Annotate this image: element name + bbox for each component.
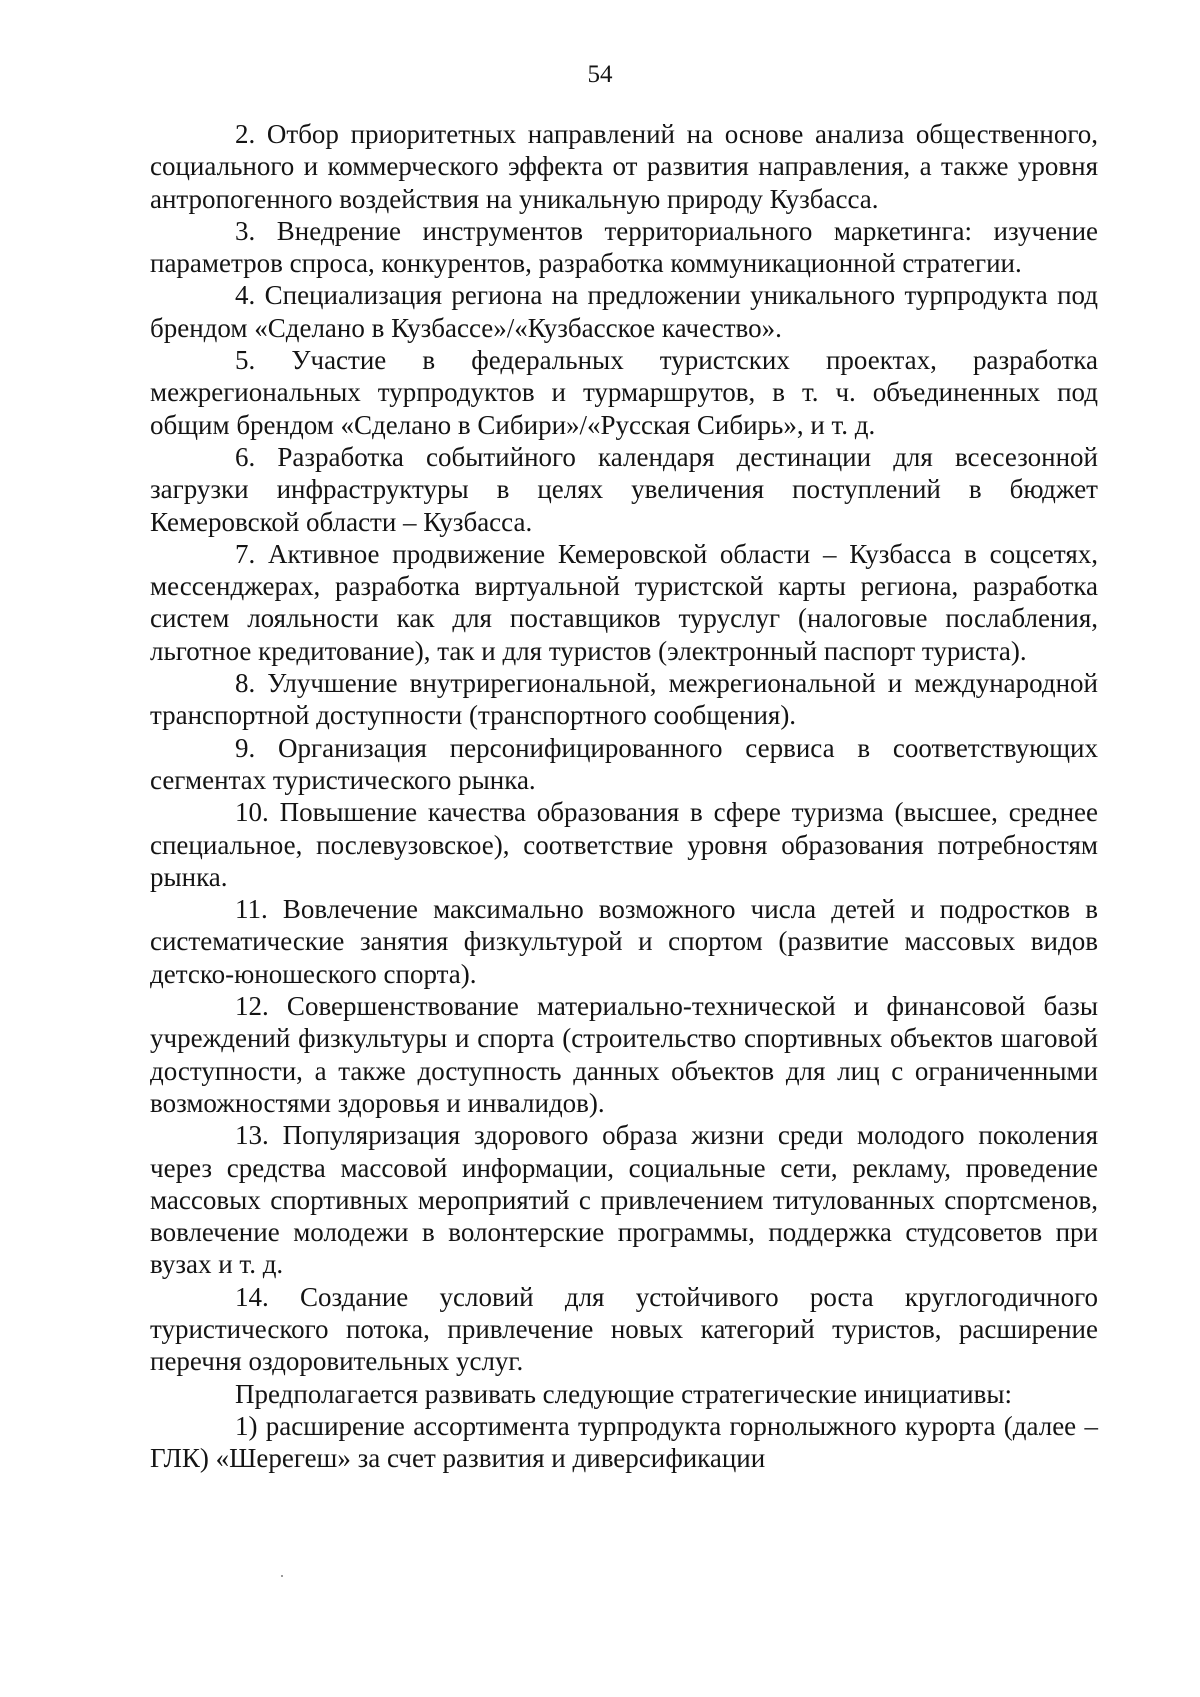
document-body [150,118,1098,1474]
paragraph-4: 4. Специализация региона на предложении уникального турпродукта под брендом «Сделано в Кузбассе»/«Кузбасское качество». [150,280,1098,343]
initiatives-intro: Предполагается развивать следующие стратегические инициативы: [235,1378,1012,1409]
paragraph-10: 10. Повышение качества образования в сфере туризма (высшее, среднее специальное, послевузовское), соответствие уровня образования потребностям рынка. [150,797,1098,892]
paragraph-2: 2. Отбор приоритетных направлений на основе анализа общественного, социального и коммерческого эффекта от развития направления, а также уровня антропогенного воздействия на уникальную природу Кузбасса. [150,119,1098,214]
paragraph-6: 6. Разработка событийного календаря дестинации для всесезонной загрузки инфраструктуры в целях увеличения поступлений в бюджет Кемеровской области – Кузбасса. [150,441,1098,537]
paragraph-13: 13. Популяризация здорового образа жизни среди молодого поколения через средства массовой информации, социальные сети, рекламу, проведение массовых спортивных мероприятий с привлечением титулованных спортсменов, вовлечение молодежи в волонтерские программы, поддержка студсоветов при вузах и т. д. [150,1120,1098,1280]
paragraph-9: 9. Организация персонифицированного сервиса в соответствующих сегментах туристического рынка. [150,732,1098,795]
paragraph-12: 12. Совершенствование материально-технической и финансовой базы учреждений физкультуры и спорта (строительство спортивных объектов шаговой доступности, а также доступность данных объектов для лиц с ограниченными возможностями здоровья и инвалидов). [150,991,1098,1118]
paragraph-7: 7. Активное продвижение Кемеровской области – Кузбасса в соцсетях, мессенджерах, разработка виртуальной туристской карты региона, разработка систем лояльности как для поставщиков туруслуг (налоговые послабления, льготное кредитование), так и для туристов (электронный паспорт туриста). [150,538,1098,666]
scan-artifact-dot [281,1575,283,1577]
page-number: 54 [587,61,613,88]
paragraph-3: 3. Внедрение инструментов территориального маркетинга: изучение параметров спроса, конкурентов, разработка коммуникационной стратегии. [150,215,1098,279]
paragraph-14: 14. Создание условий для устойчивого роста круглогодичного туристического потока, привлечение новых категорий туристов, расширение перечня оздоровительных услуг. [150,1281,1098,1377]
paragraph-8: 8. Улучшение внутрирегиональной, межрегиональной и международной транспортной доступности (транспортного сообщения). [150,668,1098,731]
initiative-1: 1) расширение ассортимента турпродукта горнолыжного курорта (далее – ГЛК) «Шерегеш» за счет развития и диверсификации [150,1410,1098,1474]
paragraph-11: 11. Вовлечение максимально возможного числа детей и подростков в систематические занятия физкультурой и спортом (развитие массовых видов детско-юношеского спорта). [150,894,1098,989]
paragraph-5: 5. Участие в федеральных туристских проектах, разработка межрегиональных турпродуктов и турмаршрутов, в т. ч. объединенных под общим брендом «Сделано в Сибири»/«Русская Сибирь», и т. д. [150,345,1098,440]
